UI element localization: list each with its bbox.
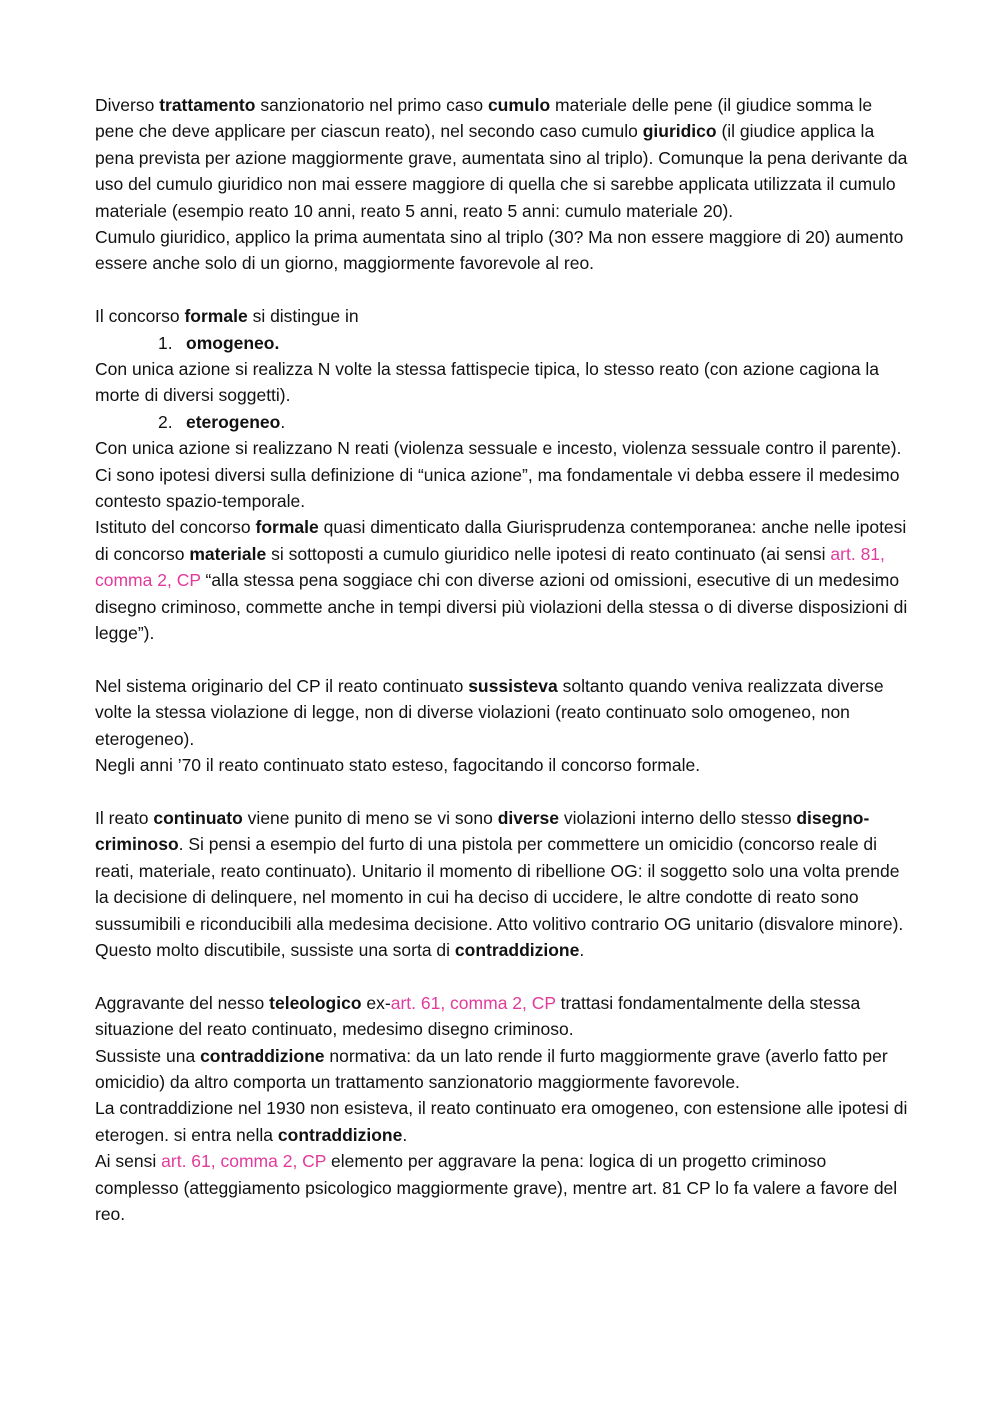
bold-term: teleologico bbox=[269, 992, 362, 1013]
spacer bbox=[95, 647, 910, 673]
text: soltanto quando veniva realizzata diverse volte la stessa violazione di legge, non di diverse violazioni (reato continuato solo omogeneo, non eterogeneo). bbox=[95, 675, 884, 749]
bold-term: disegno-criminoso bbox=[95, 807, 870, 855]
bold-term: continuato bbox=[153, 807, 243, 828]
text: sanzionatorio nel primo caso bbox=[255, 95, 488, 115]
paragraph-aggravante bbox=[95, 990, 910, 1043]
text: “alla stessa pena soggiace chi con diverse azioni od omissioni, esecutive di un medesimo disegno criminoso, commette anche in tempi diversi più violazioni della stessa o di diverse disposizioni di legge”). bbox=[95, 570, 908, 644]
list-number: 2. bbox=[158, 411, 173, 432]
bold-term: formale bbox=[255, 517, 319, 538]
paragraph-reato-continuato bbox=[95, 805, 910, 937]
paragraph-anni-70: Negli anni ’70 il reato continuato stato esteso, fagocitando il concorso formale. bbox=[95, 755, 701, 776]
paragraph-concorso-formale bbox=[95, 303, 910, 329]
bold-term: formale bbox=[184, 306, 248, 327]
text: Questo molto discutibile, sussiste una sorta di bbox=[95, 939, 455, 960]
spacer bbox=[95, 277, 910, 303]
bold-term: contraddizione bbox=[200, 1045, 325, 1066]
list-label: eterogeneo bbox=[186, 411, 281, 432]
bold-term: giuridico bbox=[642, 121, 717, 142]
text: si sottoposti a cumulo giuridico nelle ipotesi di reato continuato (ai sensi bbox=[266, 543, 831, 564]
text: Ai sensi bbox=[95, 1151, 162, 1172]
text: . bbox=[402, 1124, 408, 1145]
text: Il reato bbox=[95, 807, 154, 828]
list-number: 1. bbox=[158, 332, 173, 353]
paragraph-contraddizione-normativa bbox=[95, 1043, 910, 1096]
paragraph-eterogeneo-desc: Con unica azione si realizzano N reati (violenza sessuale e incesto, violenza sessuale contro il parente). bbox=[95, 438, 902, 459]
spacer bbox=[95, 963, 910, 989]
text: quasi dimenticato dalla Giurisprudenza contemporanea: anche nelle ipotesi di concorso bbox=[95, 517, 907, 564]
text: elemento per aggravare la pena: logica di un progetto criminoso complesso (atteggiamento psicologico maggiormente grave), mentre art. 81 CP lo fa valere a favore del reo. bbox=[95, 1151, 898, 1224]
paragraph-cumulo-giuridico: Cumulo giuridico, applico la prima aumentata sino al triplo (30? Ma non essere maggiore di 20) aumento essere anche solo di un giorno, maggiormente favorevole al reo. bbox=[95, 227, 904, 274]
list-item-omogeneo bbox=[95, 330, 910, 356]
text: ex- bbox=[361, 992, 391, 1013]
text: trattasi fondamentalmente della stessa situazione del reato continuato, medesimo disegno criminoso. bbox=[95, 992, 861, 1040]
text: violazioni interno dello stesso bbox=[559, 807, 797, 828]
text: La contraddizione nel 1930 non esisteva, il reato continuato era omogeneo, con estensione alle ipotesi di eterogen. si entra nella bbox=[95, 1098, 908, 1145]
paragraph-unica-azione: Ci sono ipotesi diversi sulla definizione di “unica azione”, ma fondamentale vi debba essere il medesimo contesto spazio-temporale. bbox=[95, 464, 900, 512]
paragraph-istituto bbox=[95, 514, 910, 646]
paragraph-sistema-originario bbox=[95, 673, 910, 752]
text: Istituto del concorso bbox=[95, 517, 256, 538]
text: (il giudice applica la pena prevista per azione maggiormente grave, aumentata sino al triplo). Comunque la pena derivante da uso del cumulo giuridico non mai essere maggiore di quella che si sarebbe applicata utilizzata il cumulo materiale (esempio reato 10 anni, reato 5 anni, reato 5 anni: cumulo materiale 20). bbox=[95, 121, 908, 221]
bold-term: diverse bbox=[497, 807, 559, 828]
paragraph-cumulo bbox=[95, 92, 910, 224]
bold-term: sussisteva bbox=[468, 675, 558, 696]
text: Il concorso bbox=[95, 306, 185, 327]
text: Nel sistema originario del CP il reato continuato bbox=[95, 675, 469, 696]
bold-term: contraddizione bbox=[277, 1124, 403, 1145]
bold-term: trattamento bbox=[159, 95, 256, 115]
legal-reference-link[interactable]: art. 61, comma 2, CP bbox=[390, 992, 556, 1013]
list-label: omogeneo. bbox=[186, 332, 280, 353]
text: Aggravante del nesso bbox=[95, 992, 270, 1013]
text: . bbox=[579, 939, 585, 960]
text: normativa: da un lato rende il furto maggiormente grave (averlo fatto per omicidio) da altro comporta un trattamento sanzionatorio maggiormente favorevole. bbox=[95, 1045, 888, 1092]
paragraph-1930 bbox=[95, 1095, 910, 1148]
bold-term: materiale bbox=[189, 543, 267, 564]
legal-reference-link[interactable]: art. 81, comma 2, CP bbox=[95, 543, 885, 591]
list-item-eterogeneo bbox=[95, 409, 910, 435]
legal-reference-link[interactable]: art. 61, comma 2, CP bbox=[161, 1151, 327, 1172]
document-page bbox=[95, 92, 910, 1227]
text: . bbox=[280, 411, 286, 432]
bold-term: cumulo bbox=[487, 95, 551, 115]
paragraph-omogeneo-desc: Con unica azione si realizza N volte la stessa fattispecie tipica, lo stesso reato (con azione cagiona la morte di diversi soggetti). bbox=[95, 359, 880, 406]
paragraph-discutibile bbox=[95, 937, 910, 963]
text: materiale delle pene (il giudice somma le pene che deve applicare per ciascun reato), nel secondo caso cumulo bbox=[95, 95, 873, 142]
spacer bbox=[95, 779, 910, 805]
text: viene punito di meno se vi sono bbox=[242, 807, 498, 828]
paragraph-ai-sensi bbox=[95, 1148, 910, 1227]
bold-term: contraddizione bbox=[454, 939, 580, 960]
text: Diverso bbox=[95, 95, 160, 115]
text: Sussiste una bbox=[95, 1045, 201, 1066]
text: . Si pensi a esempio del furto di una pistola per commettere un omicidio (concorso reale di reati, materiale, reato continuato). Unitario il momento di ribellione OG: il soggetto solo una volta prende la decisione di delinquere, nel momento in cui ha deciso di uccidere, le altre condotte di reato sono sussumibili e riconducibili alla medesima decisione. Atto volitivo contrario OG unitario (disvalore minore). bbox=[95, 834, 904, 934]
text: si distingue in bbox=[247, 306, 359, 327]
